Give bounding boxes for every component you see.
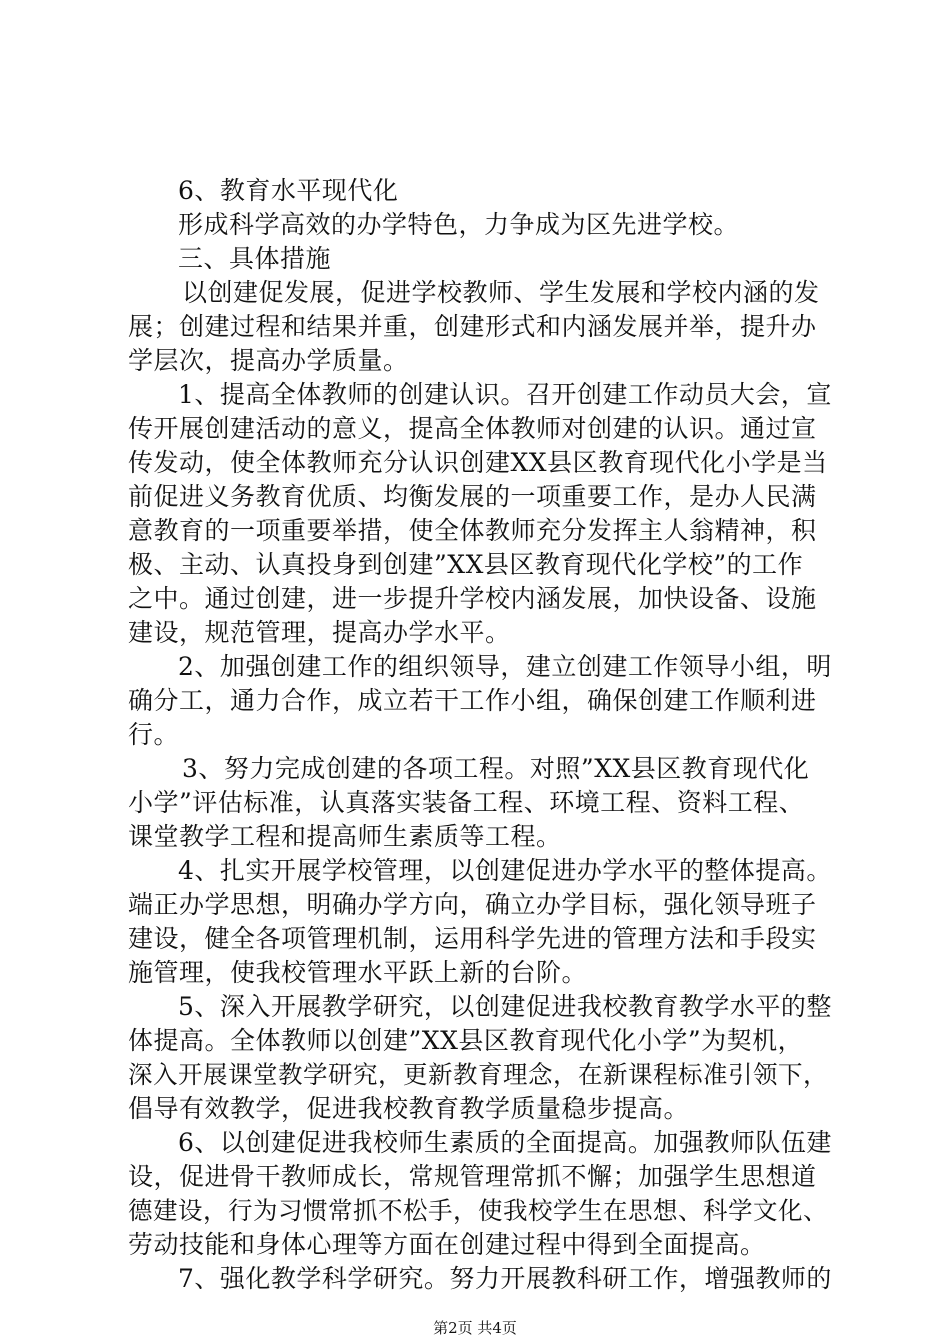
text-line: 前促进义务教育优质、均衡发展的一项重要工作，是办人民满 (128, 482, 817, 511)
text-line: 学层次，提高办学质量。 (128, 346, 409, 375)
text-line: 3、努力完成创建的各项工程。对照”XX县区教育现代化 (182, 754, 810, 783)
text-line: 端正办学思想，明确办学方向，确立办学目标，强化领导班子 (128, 890, 817, 919)
text-line: 4、扎实开展学校管理，以创建促进办学水平的整体提高。 (178, 856, 832, 885)
text-line: 2、加强创建工作的组织领导，建立创建工作领导小组，明 (178, 652, 832, 681)
text-line: 传发动，使全体教师充分认识创建XX县区教育现代化小学是当 (128, 448, 828, 477)
text-line: 设，促进骨干教师成长，常规管理常抓不懈；加强学生思想道 (128, 1162, 817, 1191)
text-line: 建设，规范管理，提高办学水平。 (128, 618, 511, 647)
text-line: 倡导有效教学，促进我校教育教学质量稳步提高。 (128, 1094, 690, 1123)
text-line: 课堂教学工程和提高师生素质等工程。 (128, 822, 562, 851)
text-line: 6、教育水平现代化 (178, 176, 399, 205)
text-line: 建设，健全各项管理机制，运用科学先进的管理方法和手段实 (128, 924, 817, 953)
page-number-footer: 第2页 共4页 (433, 1319, 517, 1337)
text-line: 深入开展课堂教学研究，更新教育理念，在新课程标准引领下， (128, 1060, 828, 1089)
text-line: 之中。通过创建，进一步提升学校内涵发展，加快设备、设施 (128, 584, 817, 613)
text-line: 极、主动、认真投身到创建”XX县区教育现代化学校”的工作 (128, 550, 804, 579)
text-line: 以创建促发展，促进学校教师、学生发展和学校内涵的发 (182, 278, 820, 307)
text-line: 6、以创建促进我校师生素质的全面提高。加强教师队伍建 (178, 1128, 832, 1157)
text-line: 小学”评估标准，认真落实装备工程、环境工程、资料工程、 (128, 788, 805, 817)
text-line: 1、提高全体教师的创建认识。召开创建工作动员大会，宣 (178, 380, 832, 409)
text-line: 行。 (128, 720, 180, 749)
text-line: 形成科学高效的办学特色，力争成为区先进学校。 (178, 210, 740, 239)
text-line: 5、深入开展教学研究，以创建促进我校教育教学水平的整 (178, 992, 832, 1021)
text-line: 德建设，行为习惯常抓不松手，使我校学生在思想、科学文化、 (128, 1196, 828, 1225)
text-line: 劳动技能和身体心理等方面在创建过程中得到全面提高。 (128, 1230, 766, 1259)
text-line: 意教育的一项重要举措，使全体教师充分发挥主人翁精神，积 (128, 516, 817, 545)
text-line: 展；创建过程和结果并重，创建形式和内涵发展并举，提升办 (128, 312, 817, 341)
text-line: 7、强化教学科学研究。努力开展教科研工作，增强教师的 (178, 1264, 832, 1293)
text-line: 确分工，通力合作，成立若干工作小组，确保创建工作顺利进 (128, 686, 817, 715)
text-line: 施管理，使我校管理水平跃上新的台阶。 (128, 958, 588, 987)
text-line: 传开展创建活动的意义，提高全体教师对创建的认识。通过宣 (128, 414, 817, 443)
text-line: 体提高。全体教师以创建”XX县区教育现代化小学”为契机， (128, 1026, 804, 1055)
section-heading: 三、具体措施 (178, 244, 332, 273)
